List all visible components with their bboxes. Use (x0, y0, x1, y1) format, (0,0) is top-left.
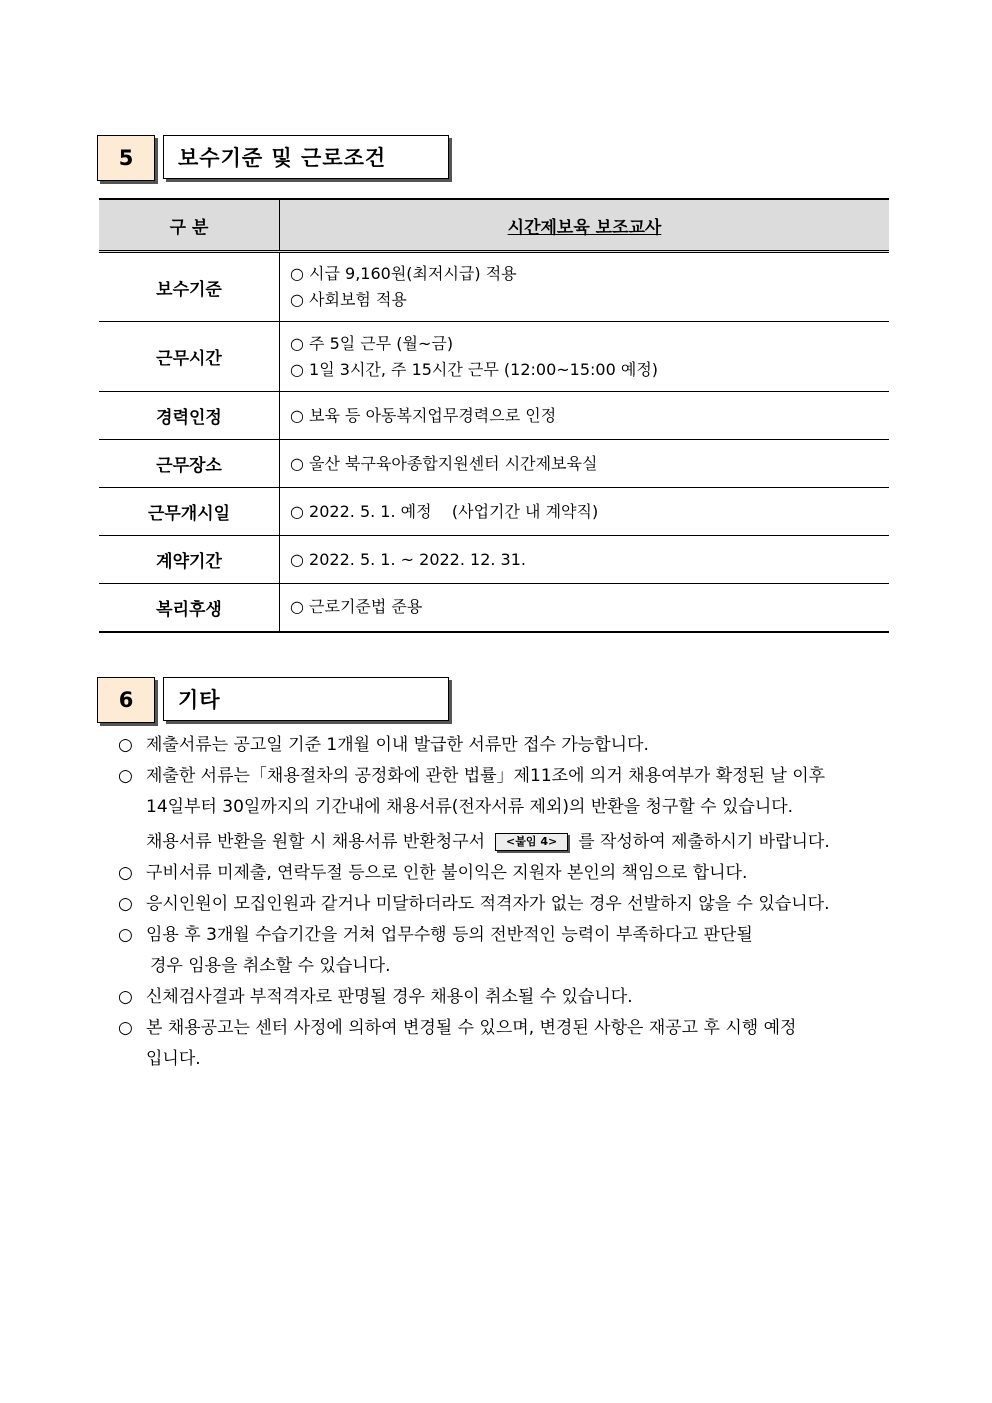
header-position (280, 199, 890, 252)
note-line: 14일부터 30일까지의 기간내에 채용서류(전자서류 제외)의 반환을 청구할 수 있습니다. (146, 797, 794, 817)
section-6-title: 기타 (163, 677, 449, 721)
row-label: 보수기준 (99, 252, 280, 322)
row-line: ○ 울산 북구육아종합지원센터 시간제보육실 (290, 453, 598, 473)
table-row (99, 322, 889, 392)
table-row (99, 488, 889, 536)
bullet-icon: ○ (118, 863, 133, 883)
table-header-row (99, 199, 889, 252)
table-row (99, 392, 889, 440)
header-position-text: 시간제보육 보조교사 (507, 217, 662, 238)
row-line: ○ 2022. 5. 1. ~ 2022. 12. 31. (290, 549, 526, 569)
row-label: 근무장소 (99, 440, 280, 488)
row-value (280, 536, 890, 584)
note-line: 응시인원이 모집인원과 같거나 미달하더라도 적격자가 없는 경우 선발하지 않을 수 있습니다. (146, 894, 830, 914)
table-row (99, 584, 889, 632)
row-value (280, 322, 890, 392)
header-category: 구 분 (99, 199, 280, 252)
row-line: ○ 사회보험 적용 (290, 290, 407, 309)
list-item (118, 858, 898, 889)
list-item (118, 827, 898, 858)
section-6-number: 6 (97, 677, 155, 723)
table-row (99, 440, 889, 488)
row-label: 복리후생 (99, 584, 280, 632)
bullet-icon: ○ (118, 766, 133, 786)
note-line: 입니다. (146, 1049, 201, 1069)
row-line: ○ 근로기준법 준용 (290, 597, 423, 617)
bullet-icon: ○ (118, 894, 133, 914)
list-item (118, 889, 898, 920)
note-line: 경우 임용을 취소할 수 있습니다. (150, 956, 391, 976)
bullet-icon: ○ (118, 987, 133, 1007)
note-text-post: 를 작성하여 제출하시기 바랍니다. (578, 832, 830, 852)
note-line: 제출서류는 공고일 기준 1개월 이내 발급한 서류만 접수 가능합니다. (146, 735, 649, 755)
row-line: ○ 보육 등 아동복지업무경력으로 인정 (290, 405, 557, 425)
note-line: 임용 후 3개월 수습기간을 거쳐 업무수행 등의 전반적인 능력이 부족하다고 판단될 (146, 925, 753, 945)
section-5-title: 보수기준 및 근로조건 (163, 135, 449, 179)
row-line: ○ 1일 3시간, 주 15시간 근무 (12:00~15:00 예정) (290, 359, 659, 379)
list-item (118, 982, 898, 1013)
bullet-icon: ○ (118, 735, 133, 755)
row-value (280, 584, 890, 632)
note-line: 신체검사결과 부적격자로 판명될 경우 채용이 취소될 수 있습니다. (146, 987, 633, 1007)
notes-list (118, 730, 898, 1075)
row-value (280, 488, 890, 536)
row-label: 근무시간 (99, 322, 280, 392)
row-line: ○ 시급 9,160원(최저시급) 적용 (290, 264, 517, 283)
bullet-icon: ○ (118, 925, 133, 945)
list-item (118, 730, 898, 761)
row-value (280, 252, 890, 322)
section-5-number: 5 (97, 135, 155, 181)
list-item (118, 761, 898, 823)
list-item (118, 920, 898, 982)
row-label: 근무개시일 (99, 488, 280, 536)
note-text-pre: 채용서류 반환을 원할 시 채용서류 반환청구서 (146, 832, 486, 852)
table-row (99, 252, 889, 322)
working-conditions-table (99, 198, 889, 633)
note-line: 본 채용공고는 센터 사정에 의하여 변경될 수 있으며, 변경된 사항은 재공고 후 시행 예정 (146, 1018, 797, 1038)
bullet-icon: ○ (118, 1018, 133, 1038)
note-line: 구비서류 미제출, 연락두절 등으로 인한 불이익은 지원자 본인의 책임으로 합니다. (146, 863, 748, 883)
row-value (280, 440, 890, 488)
table-row (99, 536, 889, 584)
note-line: 제출한 서류는「채용절차의 공정화에 관한 법률」제11조에 의거 채용여부가 확정된 날 이후 (146, 766, 826, 786)
row-label: 계약기간 (99, 536, 280, 584)
attachment-badge: <붙임 4> (495, 833, 568, 851)
row-line: ○ 2022. 5. 1. 예정 (사업기간 내 계약직) (290, 501, 599, 521)
row-label: 경력인정 (99, 392, 280, 440)
list-item (118, 1013, 898, 1075)
row-value (280, 392, 890, 440)
row-line: ○ 주 5일 근무 (월~금) (290, 333, 454, 353)
